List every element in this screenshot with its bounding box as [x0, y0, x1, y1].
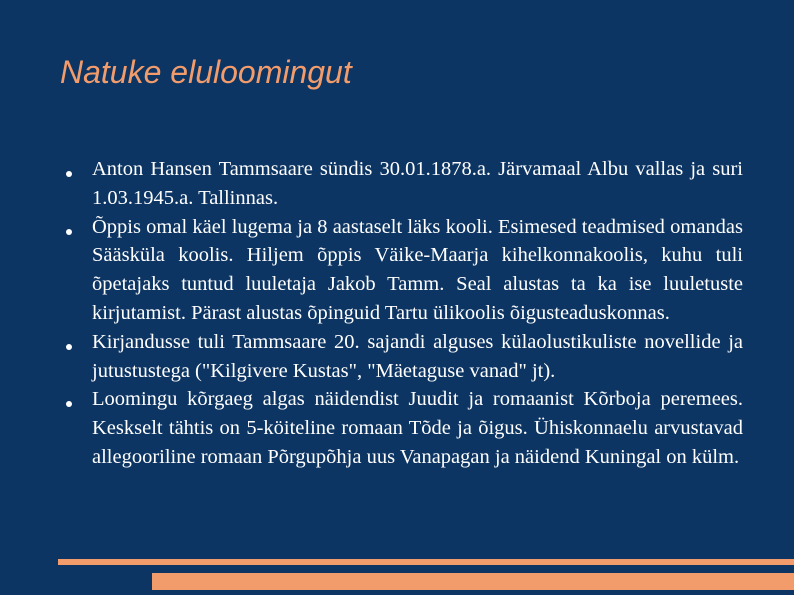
bullet-dot-icon	[66, 229, 72, 235]
decorative-bar	[152, 573, 794, 590]
bullet-item-birth	[60, 155, 743, 213]
decorative-rule	[58, 559, 794, 565]
bullet-dot-icon	[66, 344, 72, 350]
bullet-item-works	[60, 385, 743, 471]
bullet-text: Kirjandusse tuli Tammsaare 20. sajandi alguses külaolustikuliste novellide ja jutustustega ("Kilgivere Kustas", "Mäetaguse vanad" jt).	[92, 330, 743, 382]
bullet-item-education	[60, 213, 743, 328]
bullet-dot-icon	[66, 171, 72, 177]
bullet-text: Loomingu kõrgaeg algas näidendist Juudit ja romaanist Kõrboja peremees. Keskselt tähtis on 5-köiteline romaan Tõde ja õigus. Ühiskonnaelu arvustavad allegooriline romaan Põrgupõhja uus Vanapagan ja näidend Kuningal on külm.	[92, 388, 743, 468]
bullet-list	[60, 155, 743, 472]
bullet-item-literature	[60, 328, 743, 386]
bullet-text: Anton Hansen Tammsaare sündis 30.01.1878.a. Järvamaal Albu vallas ja suri 1.03.1945.a. Tallinnas.	[92, 158, 743, 209]
slide-title: Natuke eluloomingut	[60, 54, 352, 90]
bullet-text: Õppis omal käel lugema ja 8 aastaselt läks kooli. Esimesed teadmised omandas Sääsküla koolis. Hiljem õppis Väike-Maarja kihelkonnakoolis, kuhu tuli õpetajaks tuntud luuletaja Jakob Tamm. Seal alustas ta ka ise luuletuste kirjutamist. Pärast alustas õpinguid Tartu ülikoolis õigusteaduskonnas.	[92, 215, 743, 324]
bullet-dot-icon	[66, 401, 72, 407]
